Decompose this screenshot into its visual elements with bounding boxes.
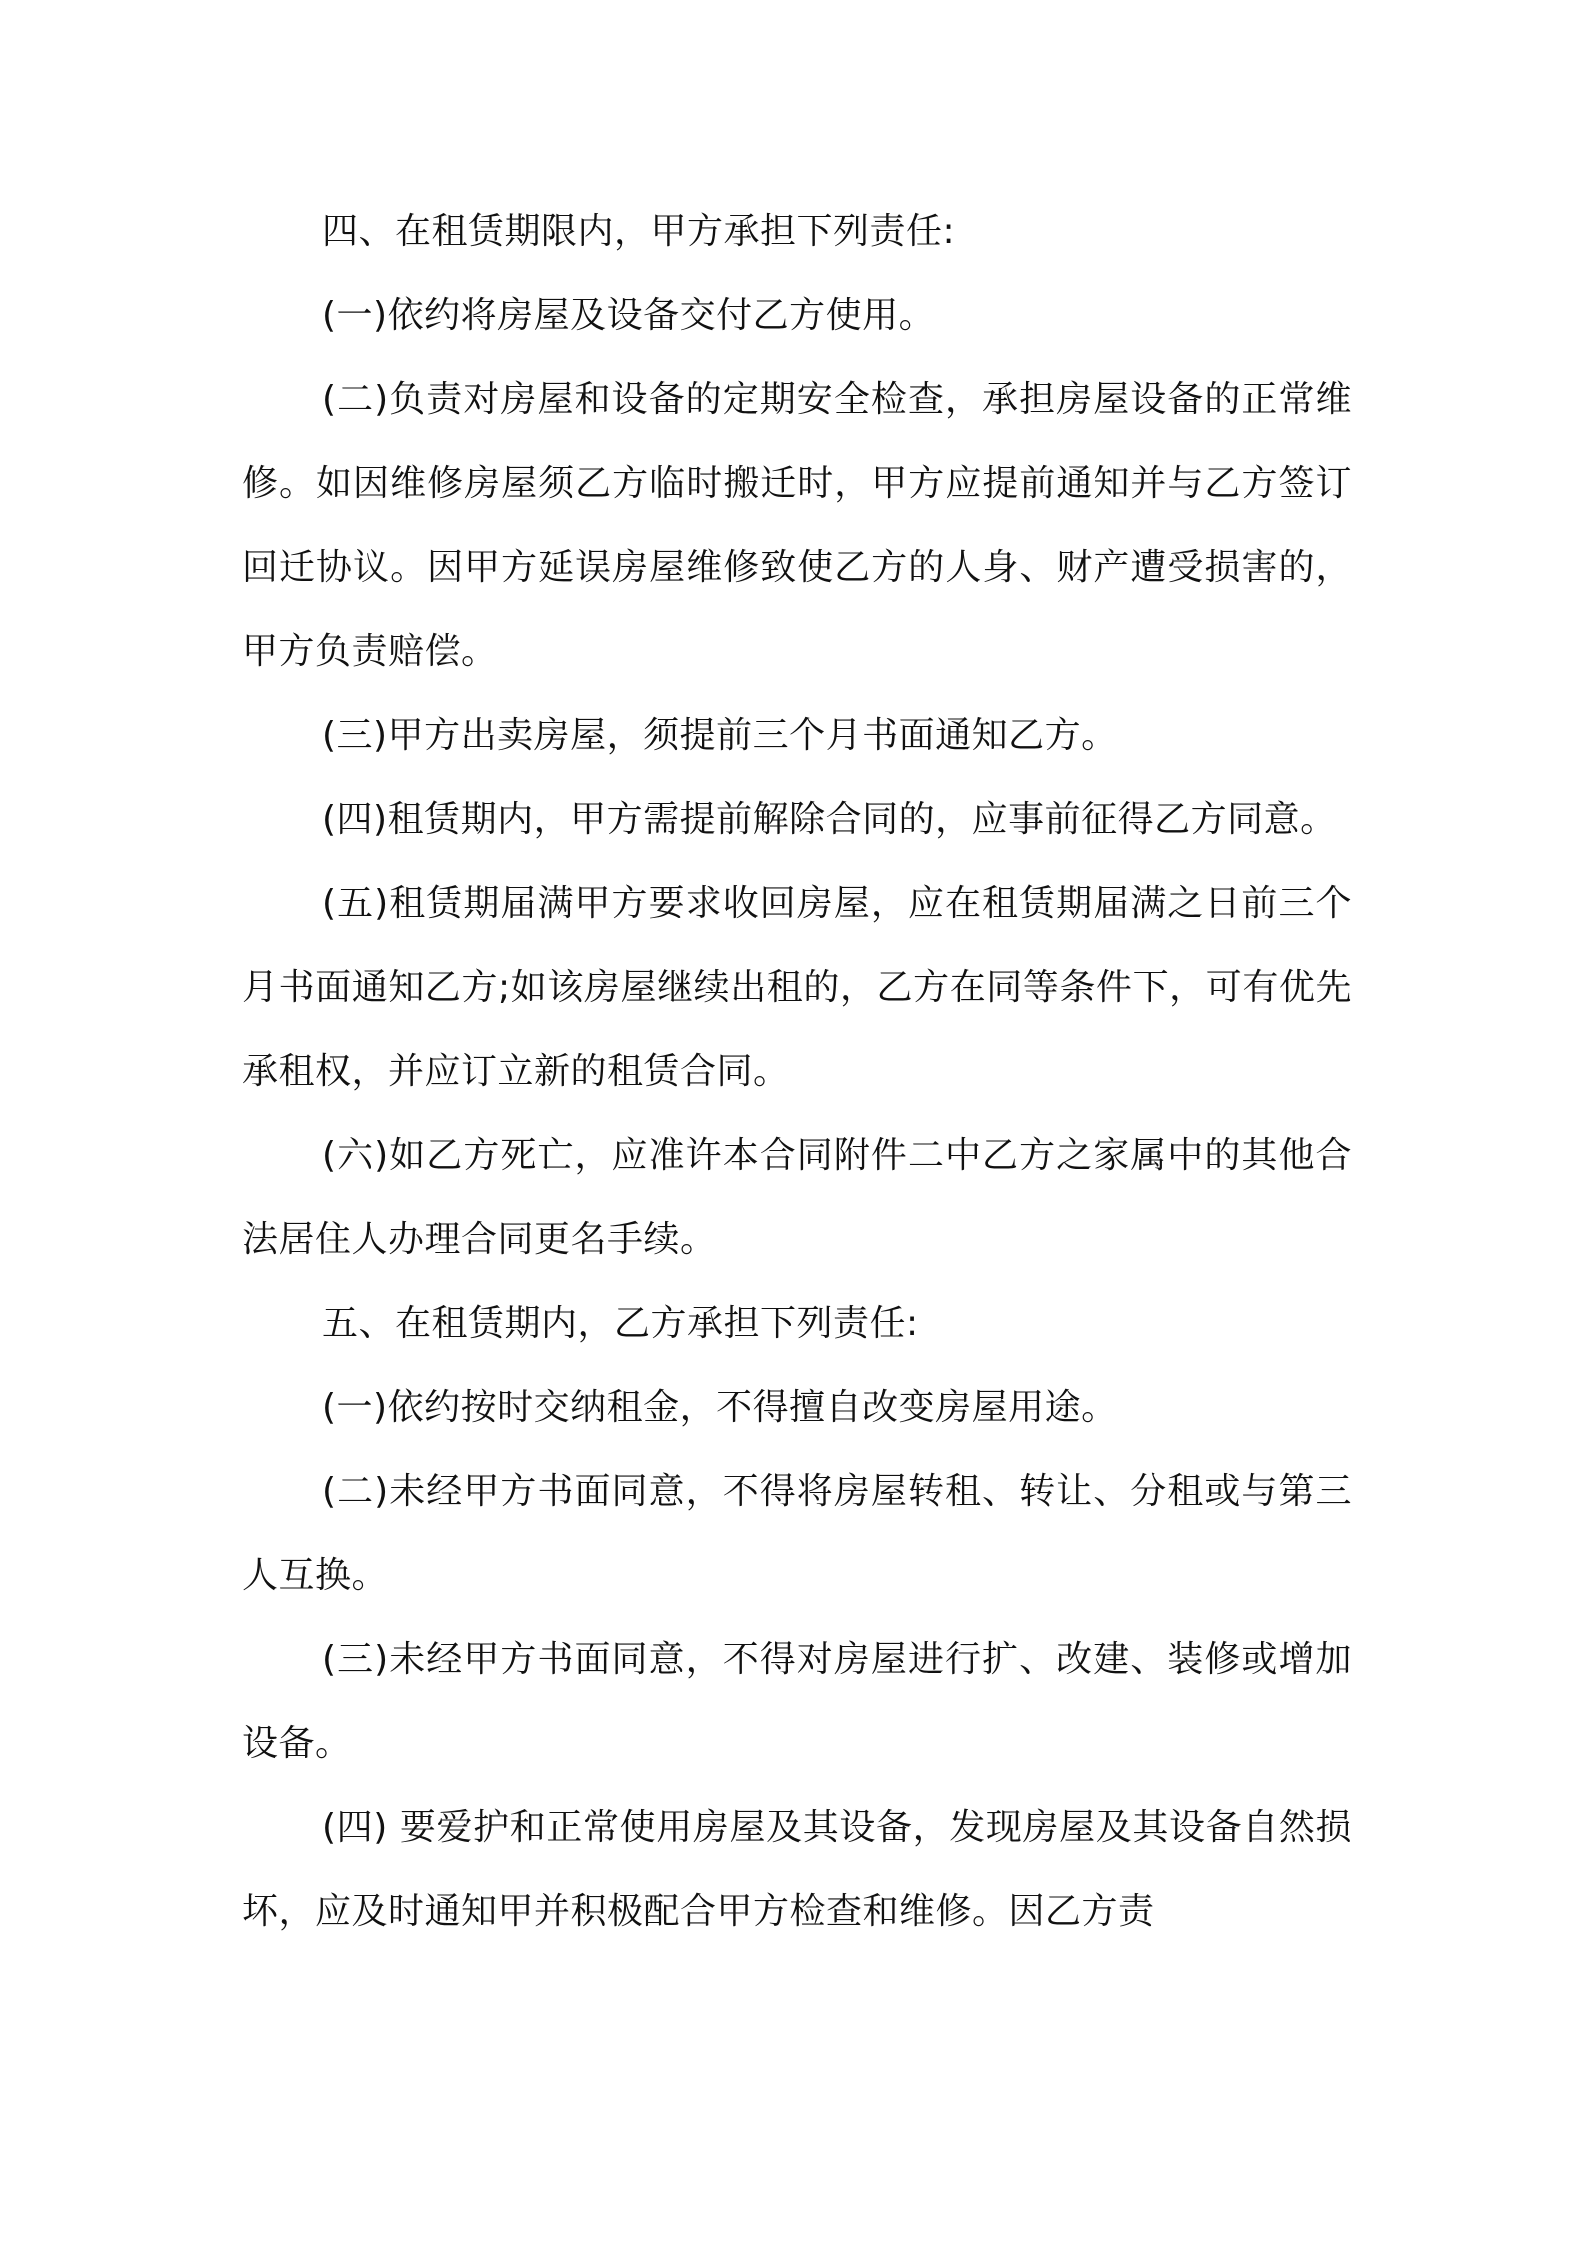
clause-paragraph: (二)未经甲方书面同意，不得将房屋转租、转让、分租或与第三人互换。 — [242, 1471, 1352, 1596]
clause-paragraph: (二)负责对房屋和设备的定期安全检查，承担房屋设备的正常维修。如因维修房屋须乙方临时搬迁时，甲方应提前通知并与乙方签订回迁协议。因甲方延误房屋维修致使乙方的人身、财产遭受损害的，甲方负责赔偿。 — [242, 379, 1352, 672]
section-heading-landlord-duties: 四、在租赁期限内，甲方承担下列责任: — [322, 211, 956, 252]
clause-paragraph: (四) 要爱护和正常使用房屋及其设备，发现房屋及其设备自然损坏，应及时通知甲并积极配合甲方检查和维修。因乙方责 — [242, 1807, 1352, 1932]
clause-paragraph: (五)租赁期届满甲方要求收回房屋，应在租赁期届满之日前三个月书面通知乙方;如该房屋继续出租的，乙方在同等条件下，可有优先承租权，并应订立新的租赁合同。 — [242, 883, 1352, 1092]
clause-paragraph: (三)未经甲方书面同意，不得对房屋进行扩、改建、装修或增加设备。 — [242, 1639, 1352, 1764]
clause-paragraph: (一)依约按时交纳租金，不得擅自改变房屋用途。 — [322, 1387, 1118, 1428]
contract-text — [242, 190, 1352, 1954]
clause-paragraph: (一)依约将房屋及设备交付乙方使用。 — [322, 295, 936, 336]
clause-paragraph: (三)甲方出卖房屋，须提前三个月书面通知乙方。 — [322, 715, 1118, 756]
section-heading-tenant-duties: 五、在租赁期内，乙方承担下列责任: — [322, 1303, 919, 1344]
clause-paragraph: (四)租赁期内，甲方需提前解除合同的，应事前征得乙方同意。 — [322, 799, 1337, 840]
clause-paragraph: (六)如乙方死亡，应准许本合同附件二中乙方之家属中的其他合法居住人办理合同更名手续。 — [242, 1135, 1352, 1260]
